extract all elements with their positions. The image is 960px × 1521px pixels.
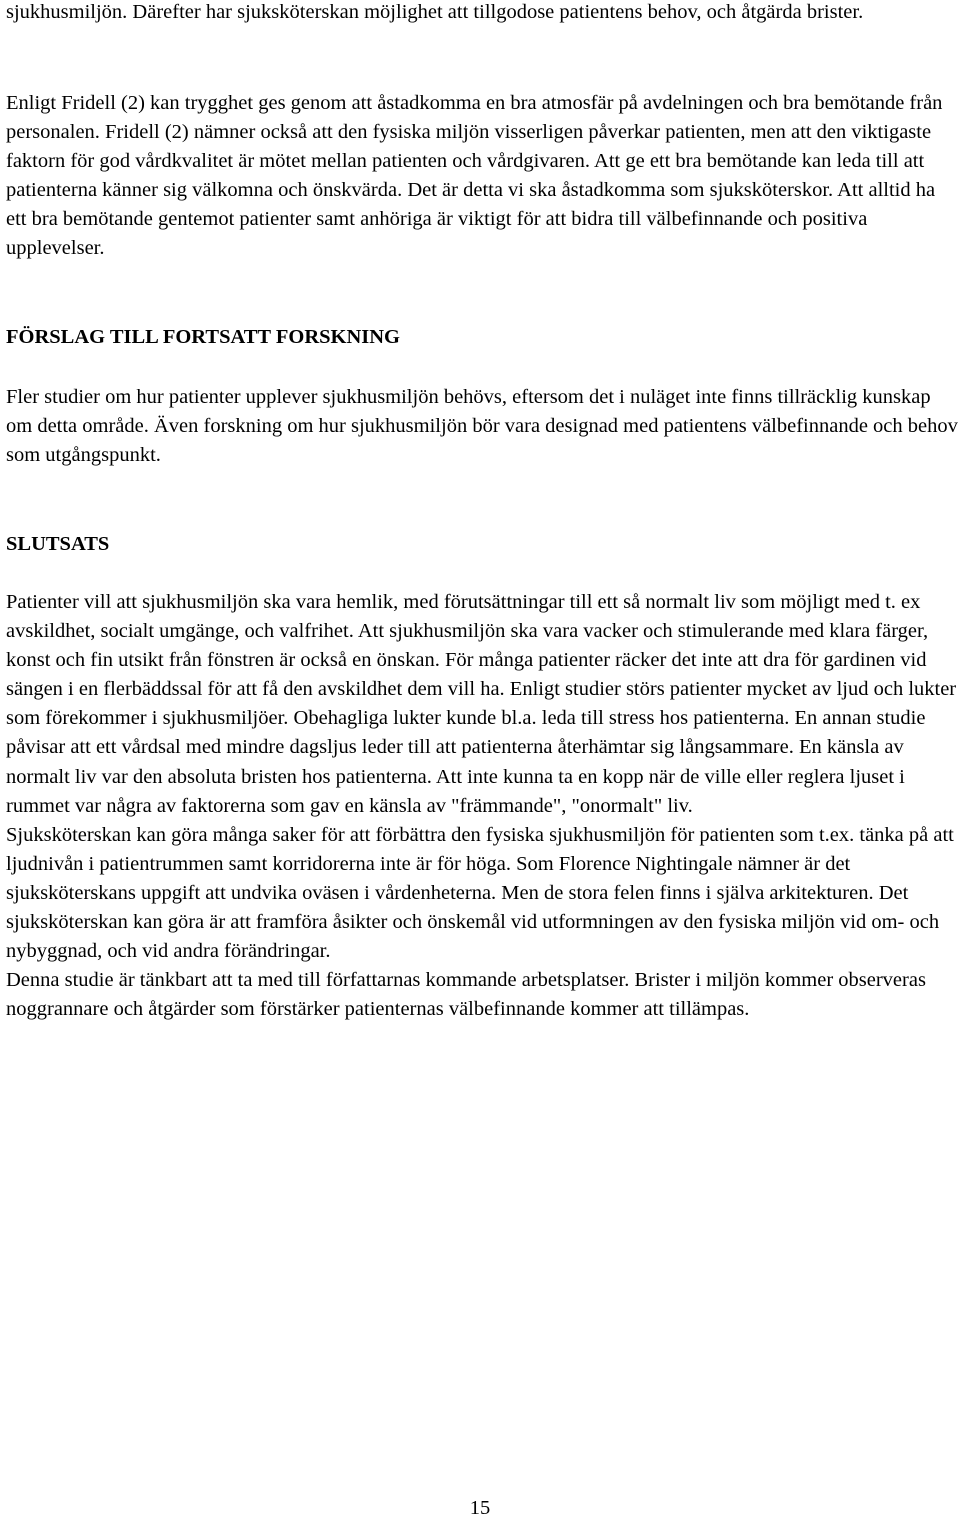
section-heading-research: FÖRSLAG TILL FORTSATT FORSKNING: [6, 326, 401, 348]
conclusion-paragraph: Patienter vill att sjukhusmiljön ska vara hemlik, med förutsättningar till ett så normalt liv som möjligt med t. ex avskildhet, socialt umgänge, och valfrihet. Att sjukhusmiljön ska vara vacker och stimulerande med klara färger, konst och fin utsikt från fönstren är också en önskan. För många patienter räcker det inte att dra för gardinen vid sängen i en flerbäddssal för att få den avskildhet dem vill ha. Enligt studier störs patienter mycket av ljud och lukter som förekommer i sjukhusmiljöer. Obehagliga lukter kunde bl.a. leda till stress hos patienterna. En annan studie påvisar att ett vårdsal med mindre dagsljus leder till att patienterna återhämtar sig långsammare. En känsla av normalt liv var den absoluta bristen hos patienterna. Att inte kunna ta en kopp när de ville eller reglera ljuset i rummet var några av faktorerna som gav en känsla av "främmande", "onormalt" liv.: [6, 591, 957, 817]
body-paragraph: sjukhusmiljön. Därefter har sjuksköterskan möjlighet att tillgodose patientens behov, och åtgärda brister.: [6, 1, 864, 23]
conclusion-text: [6, 588, 958, 1024]
research-paragraph: Fler studier om hur patienter upplever sjukhusmiljön behövs, eftersom det i nuläget inte finns tillräcklig kunskap om detta område. Även forskning om hur sjukhusmiljön bör vara designad med patientens välbefinnande och behov som utgångspunkt.: [6, 386, 958, 467]
conclusion-paragraph: Sjuksköterskan kan göra många saker för att förbättra den fysiska sjukhusmiljön för patienten som t.ex. tänka på att ljudnivån i patientrummen samt korridorerna inte är för höga. Som Florence Nightingale nämner är det sjuksköterskans uppgift att undvika oväsen i vårdenheterna. Men de stora felen finns i själva arkitekturen. Det sjuksköterskan kan göra är att framföra åsikter och önskemål vid utformningen av den fysiska miljön vid om- och nybyggnad, och vid andra förändringar.: [6, 823, 954, 963]
conclusion-paragraph: Denna studie är tänkbart att ta med till författarnas kommande arbetsplatser. Brister i miljön kommer observeras noggrannare och åtgärder som förstärker patienternas välbefinnande kommer att tillämpas.: [6, 969, 926, 1021]
page-number: 15: [469, 1497, 491, 1519]
body-paragraph: Enligt Fridell (2) kan trygghet ges genom att åstadkomma en bra atmosfär på avdelningen och bra bemötande från personalen. Fridell (2) nämner också att den fysiska miljön visserligen påverkar patienten, men att den viktigaste faktorn för god vårdkvalitet är mötet mellan patienten och vårdgivaren. Att ge ett bra bemötande kan leda till att patienterna känner sig välkomna och önskvärda. Det är detta vi ska åstadkomma som sjuksköterskor. Att alltid ha ett bra bemötande gentemot patienter samt anhöriga är viktigt för att bidra till välbefinnande och positiva upplevelser.: [6, 92, 943, 260]
section-heading-conclusion: SLUTSATS: [6, 533, 110, 555]
